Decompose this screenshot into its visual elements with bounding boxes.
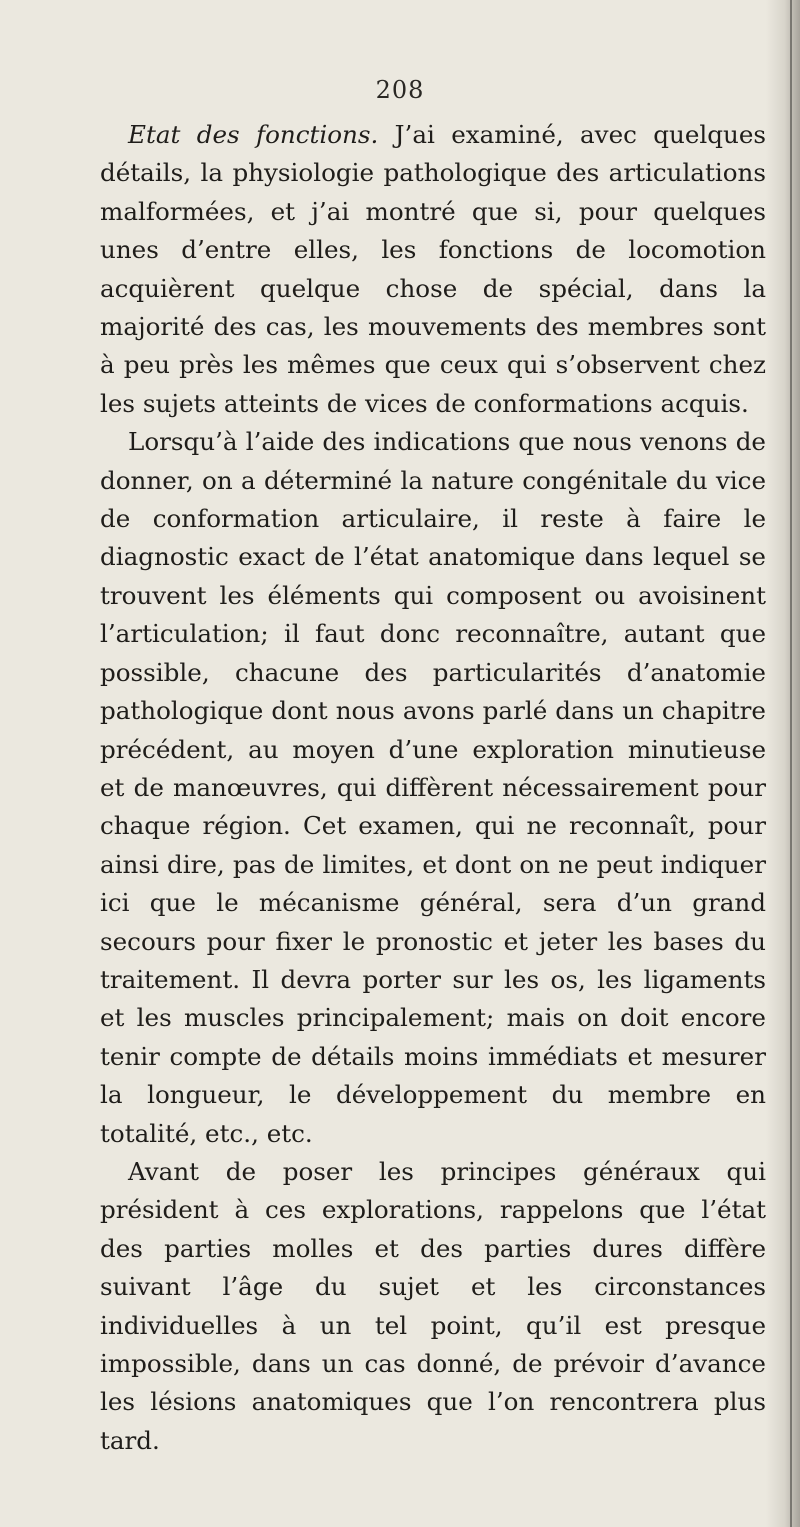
section-title: Etat des fonctions. (128, 120, 379, 149)
page-number: 208 (375, 76, 425, 104)
paragraph-1-text: J’ai examiné, avec quelques détails, la physiologie pathologique des articulations malformées, et j’ai montré que si, pour quelques unes d’entre elles, les fonctions de locomotion acquièrent quelque chose de spécial, dans la majorité des cas, les mouvements des membres sont à peu près les mêmes que ceux qui s’observent chez les sujets atteints de vices de conformations acquis. (100, 120, 766, 418)
page-gutter-shadow (766, 0, 800, 1527)
page-edge-line (790, 0, 792, 1527)
body-text (100, 116, 766, 1460)
paragraph-1 (100, 116, 766, 423)
paragraph-2: Lorsqu’à l’aide des indications que nous venons de donner, on a déterminé la nature congénitale du vice de conformation articulaire, il reste à faire le diagnostic exact de l’état anatomique dans lequel se trouvent les éléments qui composent ou avoisinent l’articulation; il faut donc reconnaître, autant que possible, chacune des particularités d’anatomie pathologique dont nous avons parlé dans un chapitre précédent, au moyen d’une exploration minutieuse et de manœuvres, qui diffèrent nécessairement pour chaque région. Cet examen, qui ne reconnaît, pour ainsi dire, pas de limites, et dont on ne peut indiquer ici que le mécanisme général, sera d’un grand secours pour fixer le pronostic et jeter les bases du traitement. Il devra porter sur les os, les ligaments et les muscles principalement; mais on doit encore tenir compte de détails moins immédiats et mesurer la longueur, le développement du membre en totalité, etc., etc. (100, 427, 766, 1148)
paragraph-3: Avant de poser les principes généraux qui président à ces explorations, rappelons que l’état des parties molles et des parties dures diffère suivant l’âge du sujet et les circonstances individuelles à un tel point, qu’il est presque impossible, dans un cas donné, de prévoir d’avance les lésions anatomiques que l’on rencontrera plus tard. (100, 1156, 766, 1455)
